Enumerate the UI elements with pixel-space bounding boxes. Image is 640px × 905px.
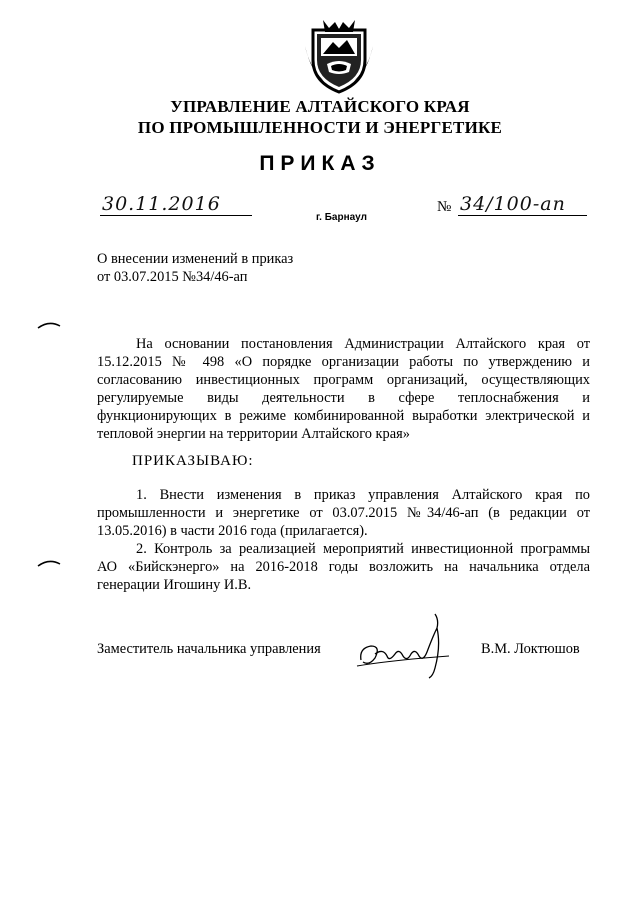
signer-title: Заместитель начальника управления bbox=[97, 641, 321, 657]
ordering-heading: ПРИКАЗЫВАЮ: bbox=[132, 453, 254, 469]
city-label: г. Барнаул bbox=[316, 212, 367, 223]
order-number: 34/100-ап bbox=[458, 193, 587, 216]
coat-of-arms-icon bbox=[303, 16, 375, 94]
org-name-line1: УПРАВЛЕНИЕ АЛТАЙСКОГО КРАЯ bbox=[170, 97, 470, 116]
punch-mark-icon bbox=[36, 558, 62, 568]
order-item-1: 1. Внести изменения в приказ управления Алтайского края по промышленности и энергетике от 03.07.2015 №34/46-ап (в редакции от 13.05.2016) в части 2016 года (прилагается). bbox=[97, 487, 590, 539]
signature-icon bbox=[353, 610, 463, 680]
subject-line2: от 03.07.2015 №34/46-ап bbox=[97, 269, 248, 285]
basis-paragraph: На основании постановления Администрации Алтайского края от 15.12.2015 № 498 «О порядке организации работы по утверждению и согласованию инвестиционных программ организаций, осуществляющих регулируемые виды деятельности в сфере теплоснабжения и функционирующих в режиме комбинированной выработки электрической и тепловой энергии на территории Алтайского края» bbox=[97, 336, 590, 442]
number-sign: № bbox=[437, 199, 452, 215]
order-item-2: 2. Контроль за реализацией мероприятий инвестиционной программы АО «Бийскэнерго» на 2016-2018 годы возложить на начальника отдела генерации Игошину И.В. bbox=[97, 541, 590, 593]
subject-line1: О внесении изменений в приказ bbox=[97, 251, 294, 267]
punch-mark-icon bbox=[36, 320, 62, 330]
org-name-line2: ПО ПРОМЫШЛЕННОСТИ И ЭНЕРГЕТИКЕ bbox=[137, 118, 503, 137]
document-type-title: ПРИКАЗ bbox=[259, 152, 381, 175]
order-date: 30.11.2016 bbox=[100, 193, 252, 216]
signer-name: В.М. Локтюшов bbox=[481, 641, 580, 657]
